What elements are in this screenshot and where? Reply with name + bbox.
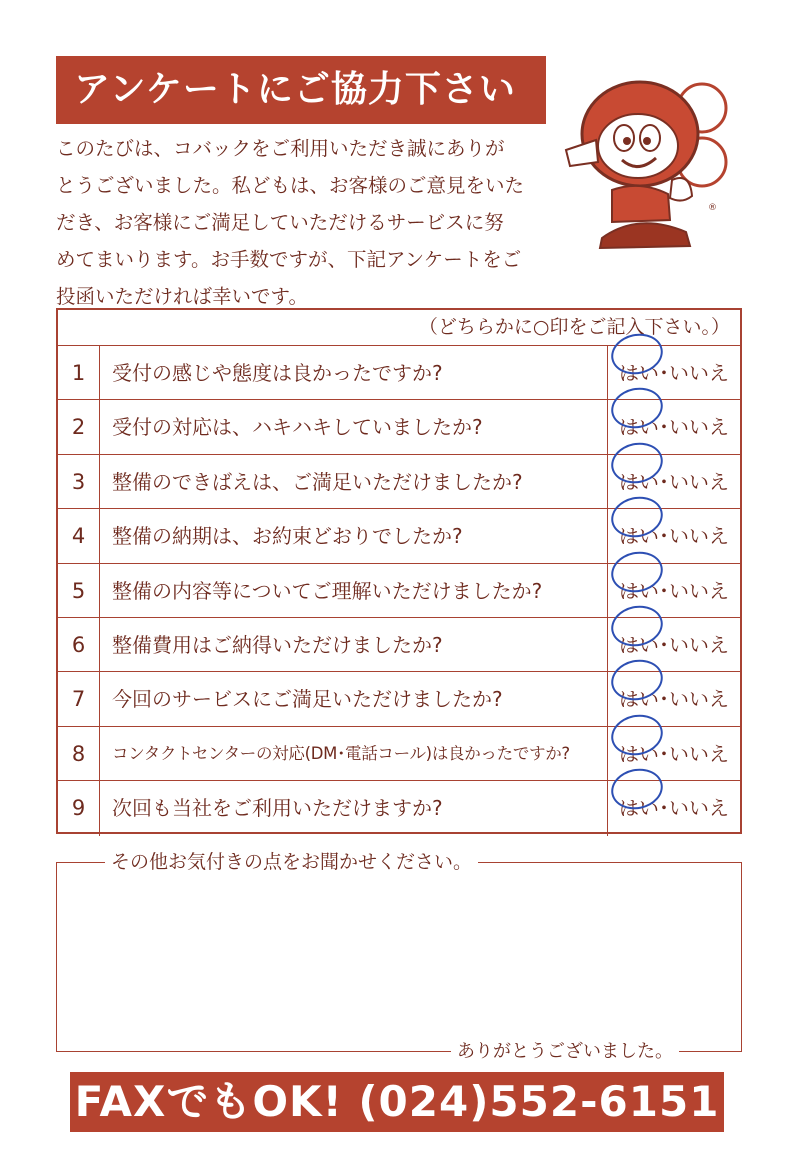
answer-choice[interactable]: はい･いいえ — [608, 672, 740, 725]
question-number: 3 — [58, 455, 100, 508]
answer-yes[interactable]: はい — [619, 727, 659, 781]
answer-choice[interactable]: はい･いいえ — [608, 400, 740, 453]
question-number: 9 — [58, 781, 100, 835]
answer-choice[interactable]: はい･いいえ — [608, 455, 740, 508]
answer-yes[interactable]: はい — [619, 564, 659, 618]
question-text: 次回も当社をご利用いただけますか? — [100, 781, 608, 835]
answer-no[interactable]: いいえ — [669, 524, 729, 549]
question-number: 6 — [58, 618, 100, 671]
question-text: 整備の納期は、お約束どおりでしたか? — [100, 509, 608, 562]
answer-yes[interactable]: はい — [619, 346, 659, 400]
svg-text:®: ® — [708, 203, 717, 213]
comment-box[interactable] — [56, 851, 742, 1062]
answer-yes[interactable]: はい — [619, 400, 659, 454]
question-text: 整備のできばえは、ご満足いただけましたか? — [100, 455, 608, 508]
answer-yes[interactable]: はい — [619, 618, 659, 672]
answer-no[interactable]: いいえ — [669, 632, 729, 657]
answer-no[interactable]: いいえ — [669, 361, 729, 385]
question-number: 4 — [58, 509, 100, 562]
answer-yes[interactable]: はい — [619, 509, 659, 563]
question-text: コンタクトセンターの対応(DM･電話コール)は良かったですか? — [100, 727, 608, 780]
question-number: 1 — [58, 346, 100, 399]
comment-body[interactable] — [71, 883, 727, 1031]
question-text: 受付の対応は、ハキハキしていましたか? — [100, 400, 608, 453]
fax-banner: FAXでもOK! (024)552-6151 — [70, 1072, 724, 1132]
answer-no[interactable]: いいえ — [669, 796, 729, 821]
question-text: 整備の内容等についてご理解いただけましたか? — [100, 564, 608, 617]
answer-no[interactable]: いいえ — [669, 687, 729, 712]
answer-no[interactable]: いいえ — [669, 415, 729, 440]
comment-label: その他お気付きの点をお聞かせください。 — [105, 849, 478, 875]
answer-no[interactable]: いいえ — [669, 741, 729, 766]
survey-instruction: （どちらかに○印をご記入下さい。） — [58, 310, 740, 346]
answer-yes[interactable]: はい — [619, 781, 659, 835]
answer-yes[interactable]: はい — [619, 455, 659, 509]
intro-line: めてまいります。お手数ですが、下記アンケートをご — [56, 248, 522, 271]
question-text: 受付の感じや態度は良かったですか? — [100, 346, 608, 399]
intro-line: 投函いただければ幸いです。 — [56, 285, 308, 308]
intro-text — [56, 130, 556, 315]
answer-no[interactable]: いいえ — [669, 469, 729, 494]
answer-choice[interactable]: はい･いいえ — [608, 564, 740, 617]
answer-choice[interactable]: はい･いいえ — [608, 618, 740, 671]
question-text: 整備費用はご納得いただけましたか? — [100, 618, 608, 671]
answer-choice[interactable]: はい･いいえ — [608, 509, 740, 562]
question-number: 8 — [58, 727, 100, 780]
question-number: 7 — [58, 672, 100, 725]
answer-choice[interactable]: はい･いいえ — [608, 346, 740, 399]
answer-yes[interactable]: はい — [619, 672, 659, 726]
answer-choice[interactable]: はい･いいえ — [608, 727, 740, 780]
intro-line: とうございました。私どもは、お客様のご意見をいた — [56, 174, 525, 197]
survey-table — [56, 308, 742, 834]
mascot-character-icon — [552, 62, 728, 262]
answer-choice[interactable]: はい･いいえ — [608, 781, 740, 835]
table-row — [58, 781, 740, 835]
answer-no[interactable]: いいえ — [669, 578, 729, 603]
page-title: アンケートにご協力下さい — [56, 56, 546, 124]
question-number: 2 — [58, 400, 100, 453]
thanks-text: ありがとうございました。 — [451, 1039, 679, 1065]
intro-line: だき、お客様にご満足していただけるサービスに努 — [56, 211, 504, 234]
intro-line: このたびは、コバックをご利用いただき誠にありが — [56, 137, 505, 160]
question-number: 5 — [58, 564, 100, 617]
question-text: 今回のサービスにご満足いただけましたか? — [100, 672, 608, 725]
